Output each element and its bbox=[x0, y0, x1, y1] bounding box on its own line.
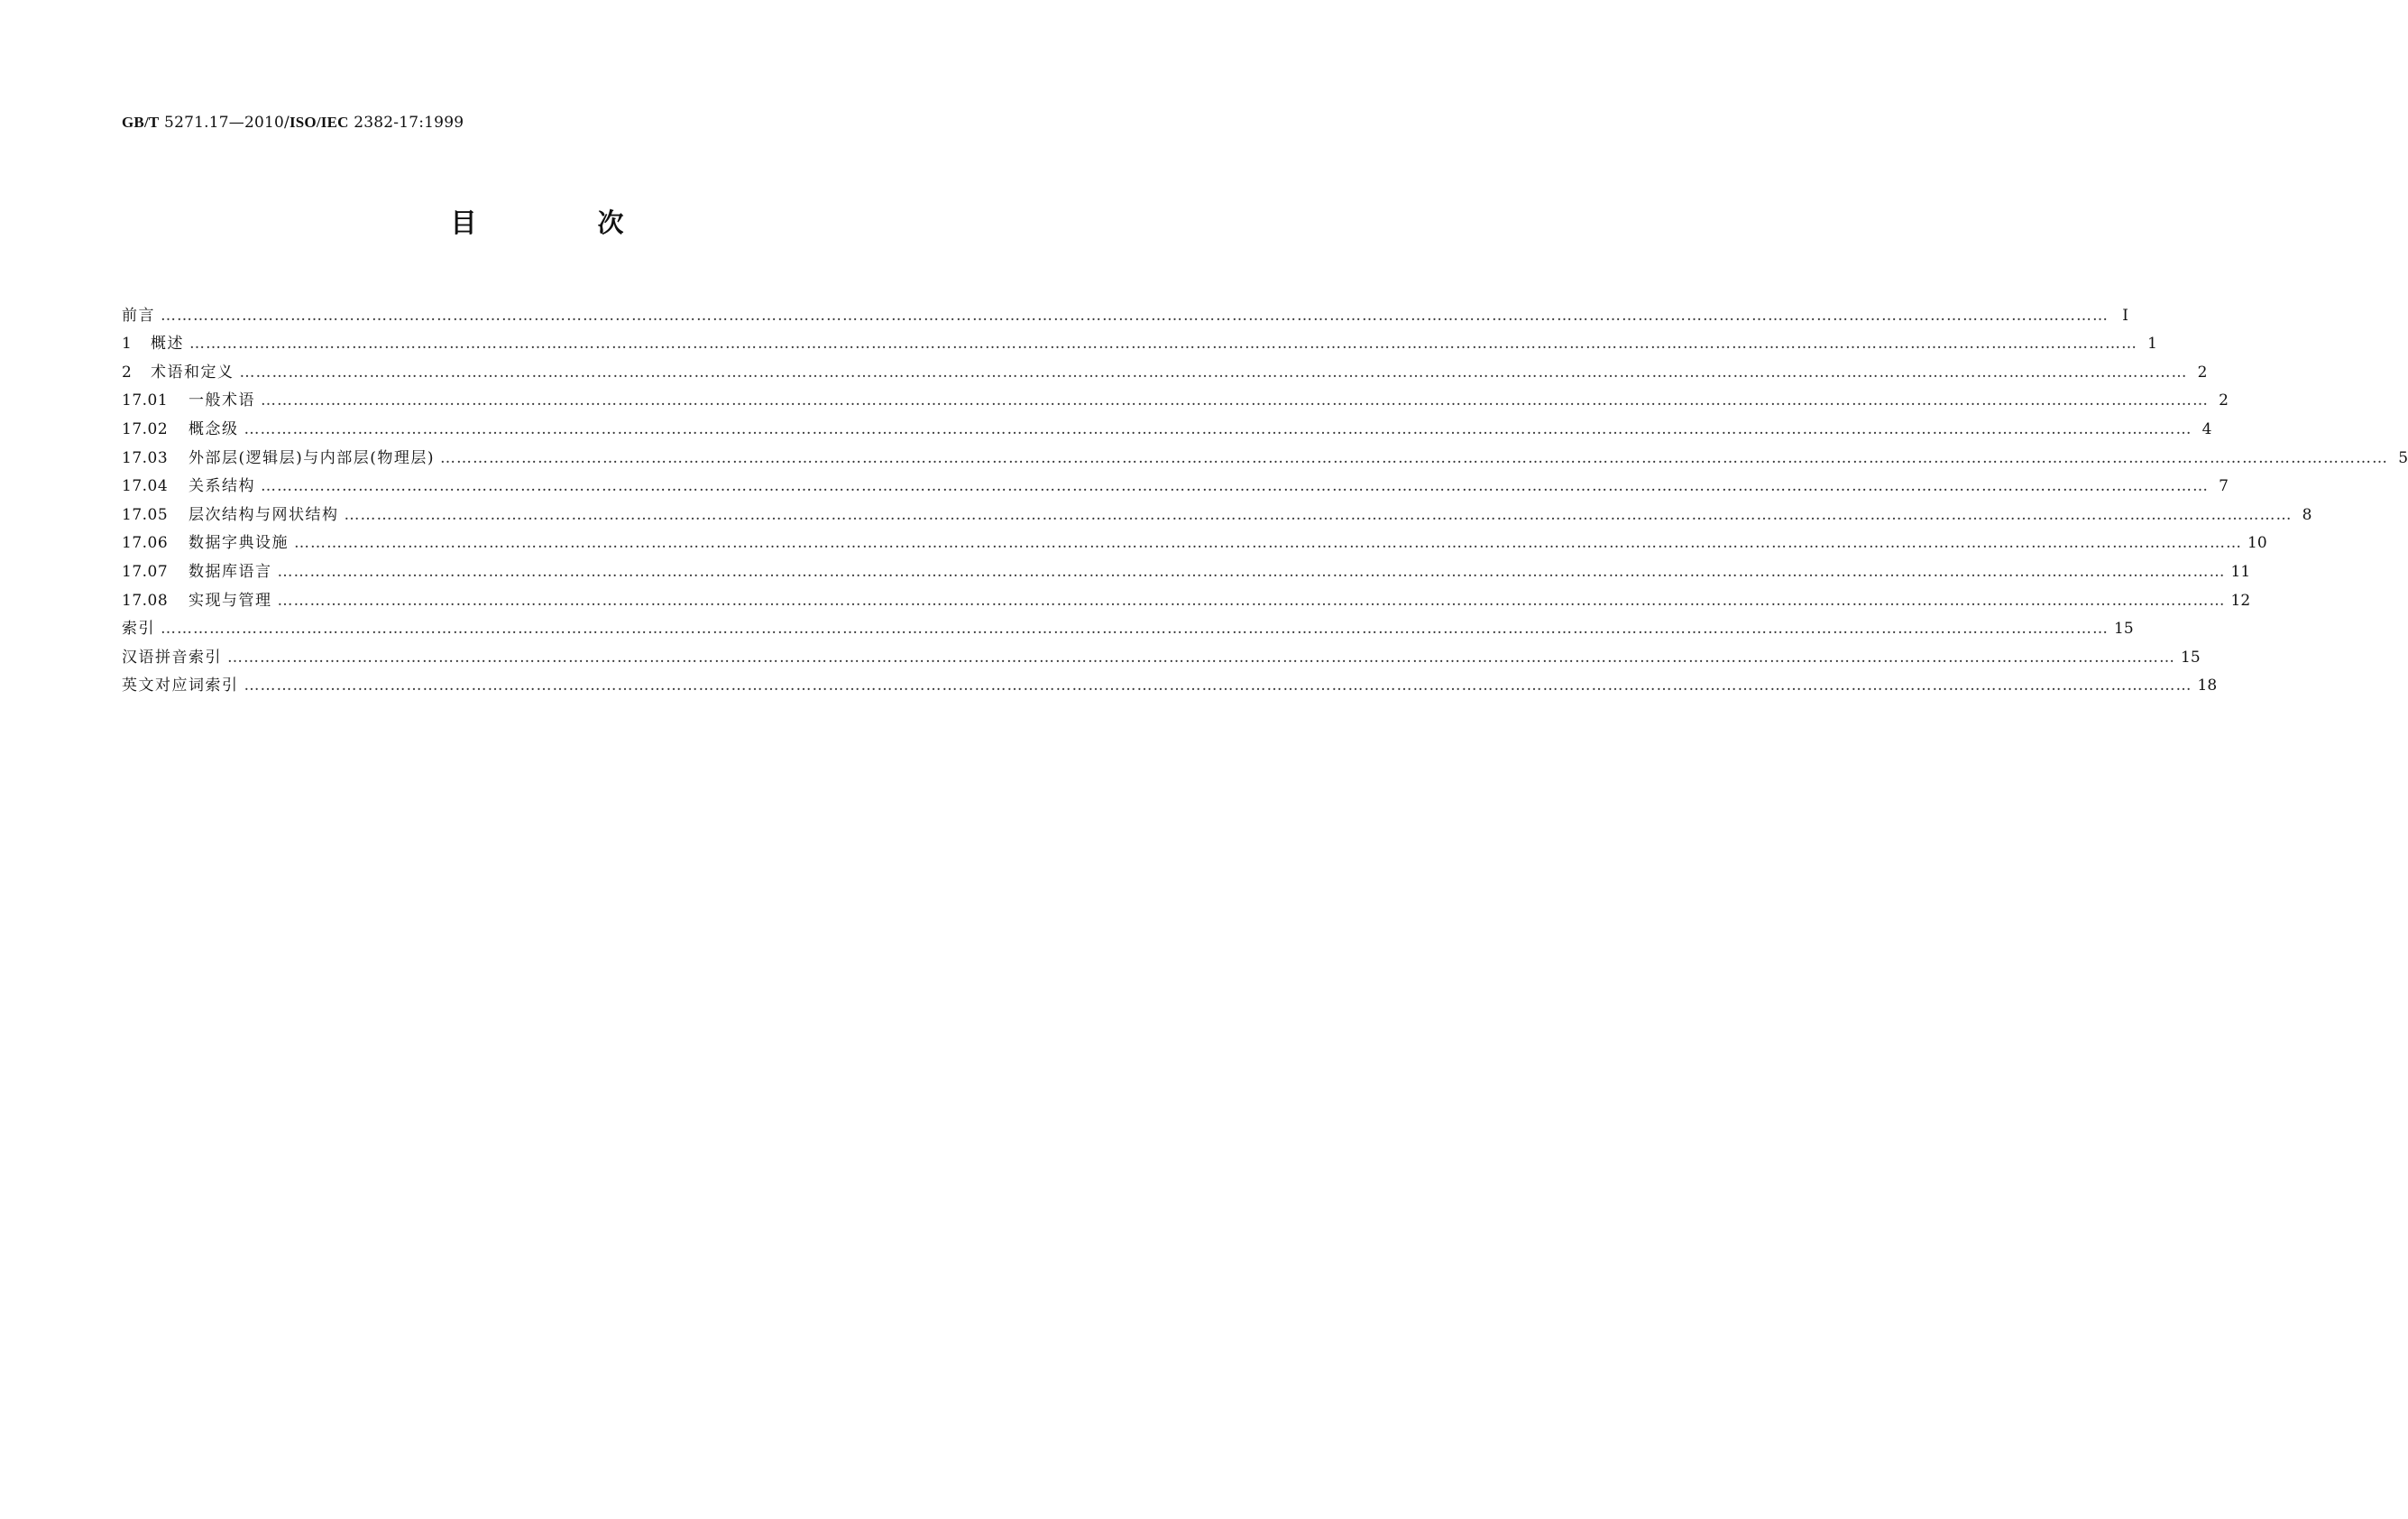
toc-entry-label: 层次结构与网状结构 bbox=[188, 505, 339, 524]
toc-entry[interactable] bbox=[122, 438, 2408, 467]
toc-entry[interactable] bbox=[122, 296, 2128, 325]
toc-entry-label: 关系结构 bbox=[188, 477, 255, 496]
toc-entry-page: 1 bbox=[2147, 335, 2157, 354]
toc-entry[interactable] bbox=[122, 467, 2229, 496]
toc-entry[interactable] bbox=[122, 410, 2212, 438]
toc-leader-dots: ……………………………………………………………………………………………………………………………………………………………………………………………………………………………………………………………………………………………………………………………… bbox=[244, 419, 2192, 438]
toc-entry-number: 17.04 bbox=[122, 477, 169, 496]
toc-entry[interactable] bbox=[122, 610, 2134, 639]
standard-number: 5271.17—2010/ bbox=[164, 114, 290, 132]
toc-entry-page: 8 bbox=[2302, 505, 2312, 524]
toc-entry-number: 17.01 bbox=[122, 391, 169, 410]
toc-entry-label: 英文对应词索引 bbox=[122, 677, 239, 695]
toc-leader-dots: ……………………………………………………………………………………………………………………………………………………………………………………………………………………………………………………………………………………………………………………………… bbox=[244, 677, 2192, 695]
table-of-contents bbox=[122, 296, 2408, 695]
toc-entry-number: 17.03 bbox=[122, 448, 169, 467]
toc-entry-label: 实现与管理 bbox=[188, 591, 272, 610]
toc-entry-label: 数据字典设施 bbox=[188, 534, 289, 553]
toc-entry-page: 7 bbox=[2219, 477, 2229, 496]
toc-entry-page: 4 bbox=[2201, 419, 2212, 438]
toc-leader-dots: ……………………………………………………………………………………………………………………………………………………………………………………………………………………………………………………………………………………………………………………………… bbox=[261, 477, 2209, 496]
toc-leader-dots: ……………………………………………………………………………………………………………………………………………………………………………………………………………………………………………………………………………………………………………………………… bbox=[239, 363, 2188, 382]
toc-title: 目 次 bbox=[450, 207, 680, 238]
toc-entry[interactable] bbox=[122, 353, 2208, 382]
toc-entry-label: 前言 bbox=[122, 306, 155, 325]
toc-entry-number: 2 bbox=[122, 363, 133, 382]
toc-entry-label: 术语和定义 bbox=[151, 363, 234, 382]
toc-entry[interactable] bbox=[122, 382, 2229, 410]
toc-entry-label: 汉语拼音索引 bbox=[122, 648, 222, 667]
toc-leader-dots: ……………………………………………………………………………………………………………………………………………………………………………………………………………………………………………………………………………………………………………………………… bbox=[344, 505, 2293, 524]
toc-entry[interactable] bbox=[122, 667, 2218, 695]
toc-entry-page: 2 bbox=[2219, 391, 2229, 410]
iso-number: 2382-17:1999 bbox=[354, 114, 464, 132]
toc-entry-page: 18 bbox=[2197, 677, 2218, 695]
toc-leader-dots: ……………………………………………………………………………………………………………………………………………………………………………………………………………………………………………………………………………………………………………………………… bbox=[189, 335, 2137, 354]
toc-entry-number: 17.08 bbox=[122, 591, 169, 610]
toc-entry[interactable] bbox=[122, 638, 2201, 667]
document-header bbox=[122, 114, 464, 132]
toc-leader-dots: ……………………………………………………………………………………………………………………………………………………………………………………………………………………………………………………………………………………………………………………………… bbox=[440, 448, 2389, 467]
toc-entry-page: Ⅰ bbox=[2122, 306, 2128, 325]
toc-entry-page: 2 bbox=[2197, 363, 2208, 382]
toc-entry-page: 11 bbox=[2230, 562, 2251, 581]
toc-entry[interactable] bbox=[122, 581, 2251, 610]
toc-entry-page: 12 bbox=[2230, 591, 2251, 610]
toc-entry-page: 10 bbox=[2247, 534, 2267, 553]
toc-entry-label: 一般术语 bbox=[188, 391, 255, 410]
toc-entry-page: 15 bbox=[2114, 620, 2134, 639]
toc-entry-label: 数据库语言 bbox=[188, 562, 272, 581]
toc-entry-label: 概述 bbox=[151, 335, 184, 354]
toc-entry[interactable] bbox=[122, 325, 2157, 354]
toc-entry-label: 外部层(逻辑层)与内部层(物理层) bbox=[188, 448, 436, 467]
toc-entry-number: 17.07 bbox=[122, 562, 169, 581]
toc-leader-dots: ……………………………………………………………………………………………………………………………………………………………………………………………………………………………………………………………………………………………………………………………… bbox=[277, 591, 2226, 610]
toc-leader-dots: ……………………………………………………………………………………………………………………………………………………………………………………………………………………………………………………………………………………………………………………………… bbox=[261, 391, 2209, 410]
toc-entry-label: 概念级 bbox=[188, 419, 239, 438]
toc-leader-dots: ……………………………………………………………………………………………………………………………………………………………………………………………………………………………………………………………………………………………………………………………… bbox=[227, 648, 2175, 667]
standard-prefix: GB/T bbox=[122, 114, 160, 131]
toc-entry-number: 17.05 bbox=[122, 505, 169, 524]
toc-leader-dots: ……………………………………………………………………………………………………………………………………………………………………………………………………………………………………………………………………………………………………………………………… bbox=[161, 306, 2109, 325]
toc-entry-page: 15 bbox=[2181, 648, 2201, 667]
toc-leader-dots: ……………………………………………………………………………………………………………………………………………………………………………………………………………………………………………………………………………………………………………………………… bbox=[277, 562, 2226, 581]
toc-entry-number: 17.02 bbox=[122, 419, 169, 438]
toc-entry-number: 1 bbox=[122, 335, 133, 354]
toc-entry[interactable] bbox=[122, 524, 2267, 553]
toc-entry[interactable] bbox=[122, 495, 2312, 524]
toc-entry[interactable] bbox=[122, 552, 2251, 581]
toc-leader-dots: ……………………………………………………………………………………………………………………………………………………………………………………………………………………………………………………………………………………………………………………………… bbox=[294, 534, 2242, 553]
toc-entry-page: 5 bbox=[2398, 448, 2408, 467]
iso-prefix: ISO/IEC bbox=[289, 114, 349, 131]
toc-entry-label: 索引 bbox=[122, 620, 155, 639]
toc-leader-dots: ……………………………………………………………………………………………………………………………………………………………………………………………………………………………………………………………………………………………………………………………… bbox=[161, 620, 2109, 639]
toc-entry-number: 17.06 bbox=[122, 534, 169, 553]
